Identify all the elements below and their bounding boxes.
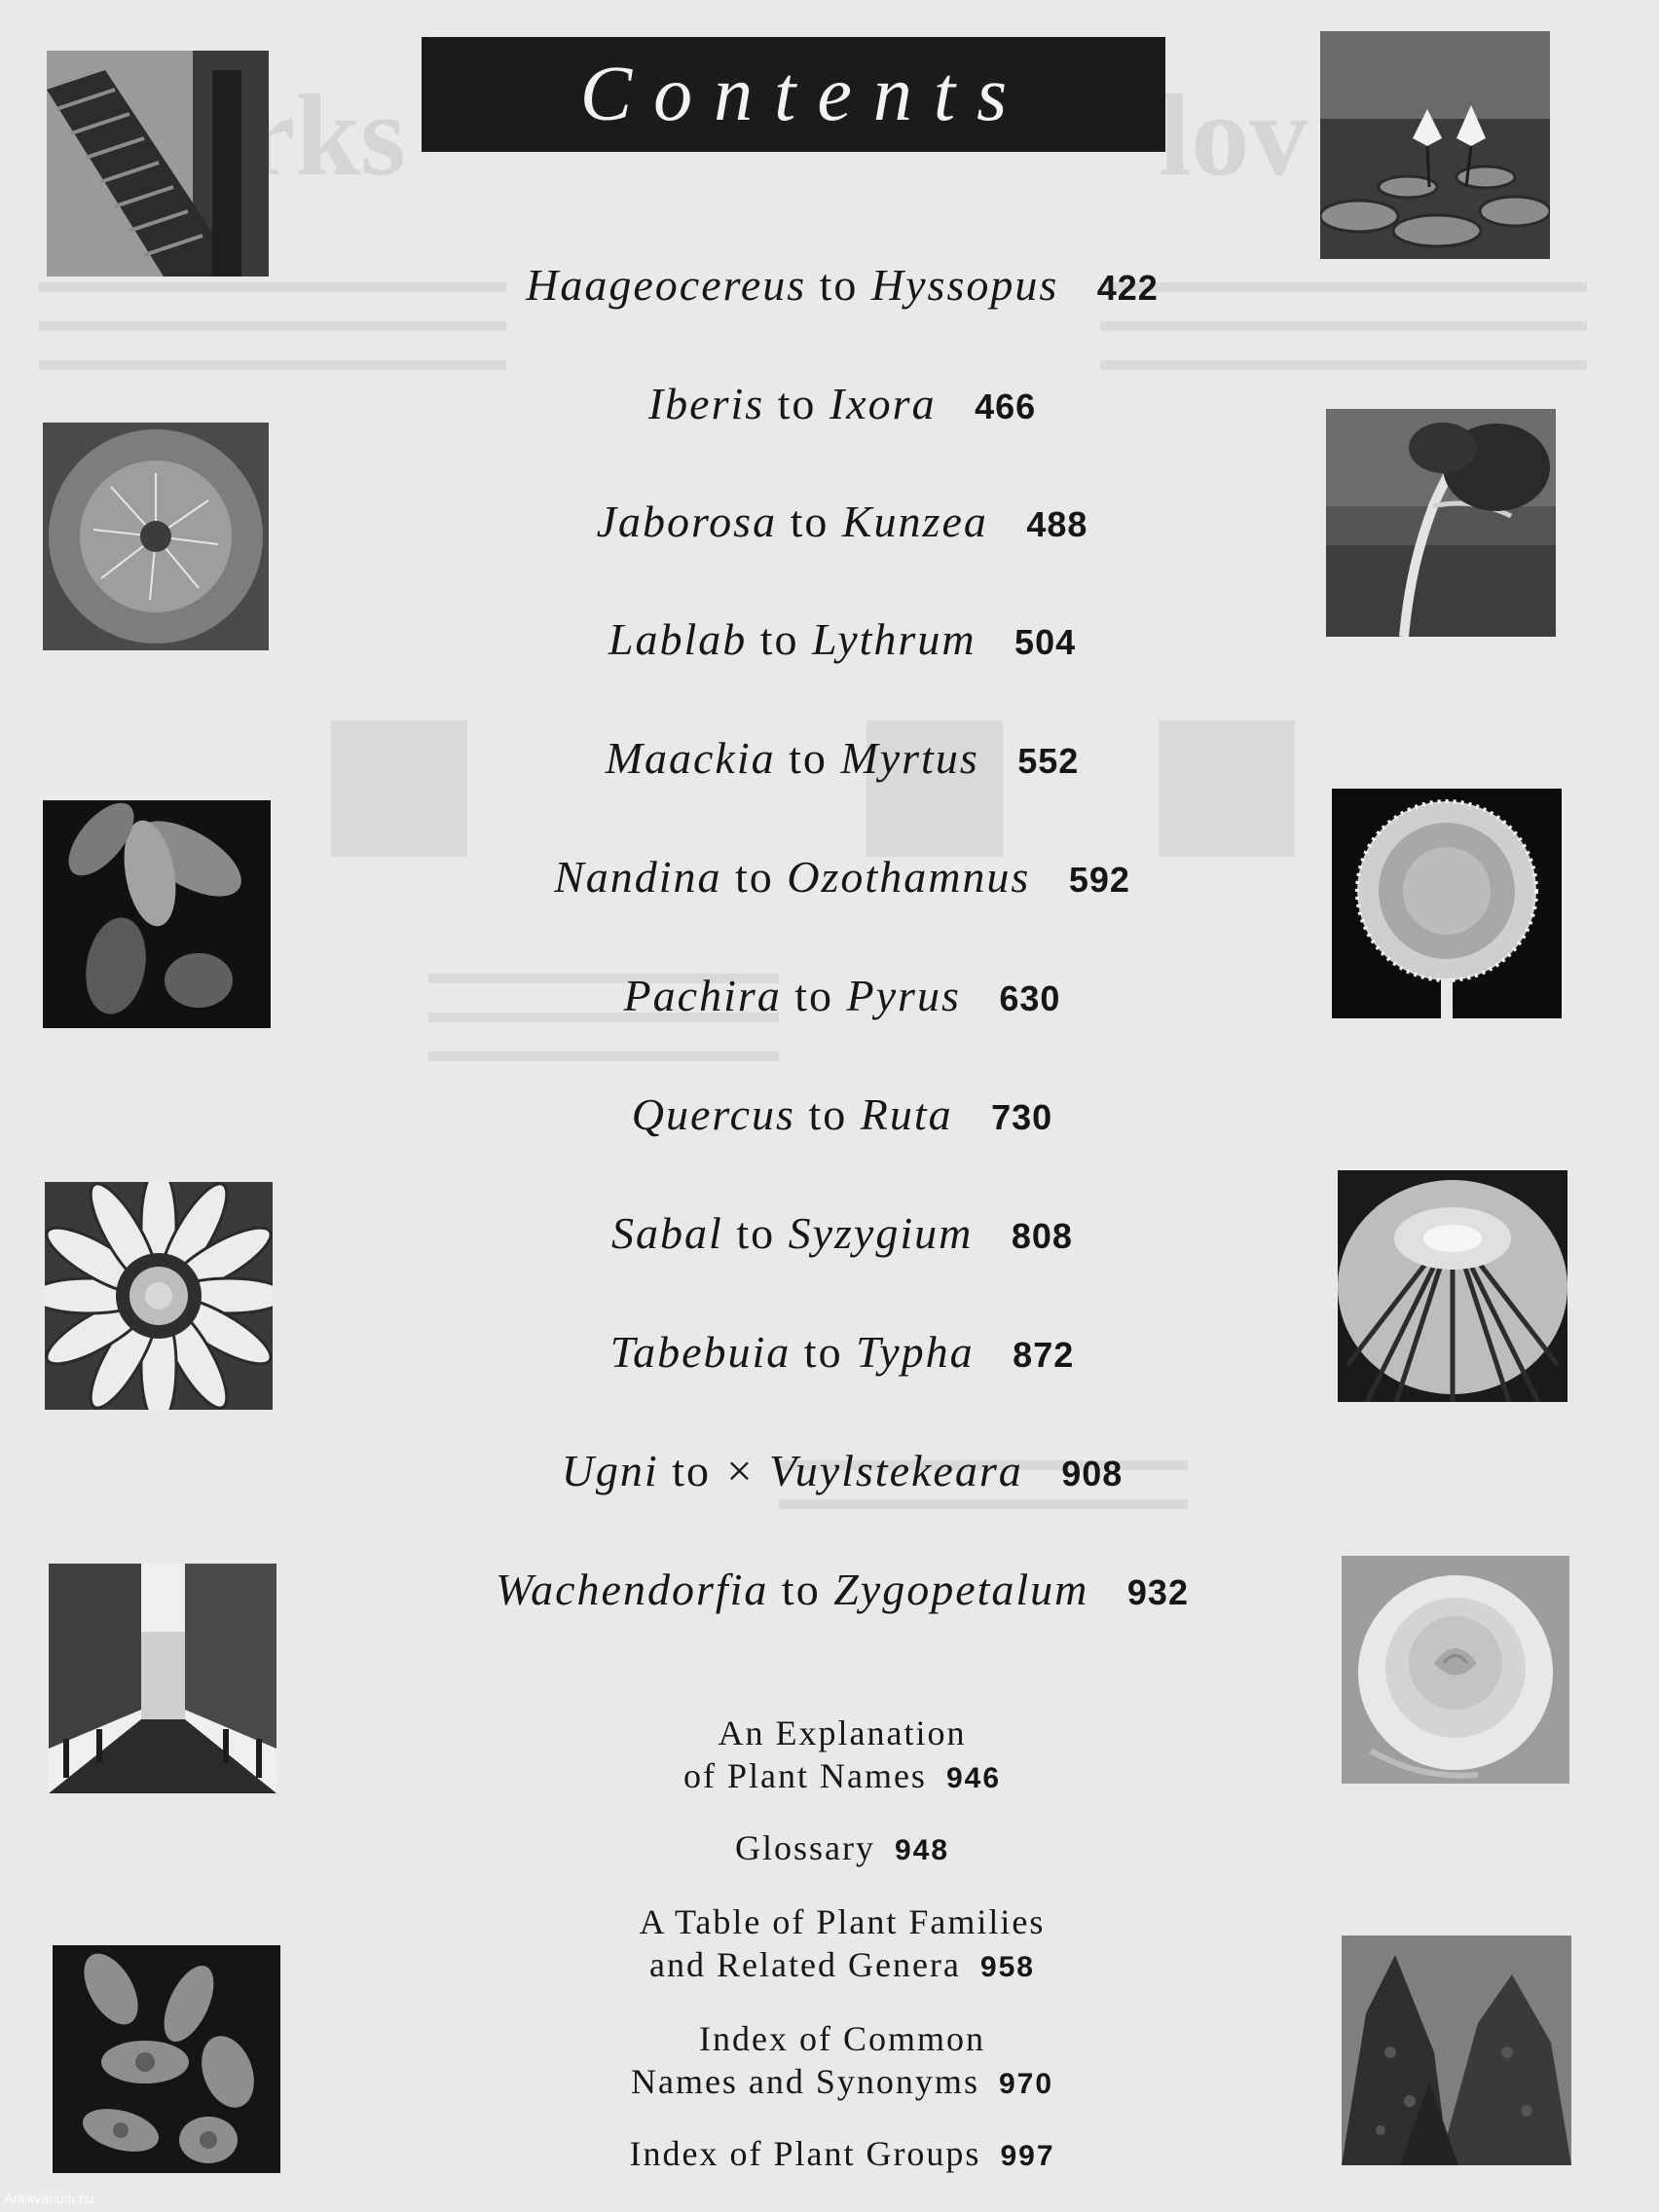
back-matter-line: and Related Genera <box>649 1945 961 1984</box>
entry-to: Typha <box>856 1327 975 1377</box>
entry-to: Kunzea <box>841 497 988 546</box>
entry-to: × Vuylstekeara <box>723 1446 1023 1495</box>
contents-entry-p[interactable] <box>389 970 1295 1021</box>
palm-trunk-icon <box>47 51 269 276</box>
back-matter-line: Index of Plant Groups <box>629 2134 981 2173</box>
back-matter-line: A Table of Plant Families <box>639 1902 1046 1941</box>
entry-from: Sabal <box>611 1208 723 1258</box>
rose-icon <box>1342 1556 1569 1784</box>
entry-from: Jaborosa <box>596 497 778 546</box>
contents-entry-i[interactable] <box>389 378 1295 429</box>
entry-joiner: to <box>777 379 817 428</box>
entry-page-number: 932 <box>1126 1572 1189 1612</box>
orchid-icon <box>53 1945 280 2173</box>
entry-joiner: to <box>781 1565 821 1614</box>
back-matter-line: An Explanation <box>718 1714 967 1752</box>
entry-from: Pachira <box>623 971 782 1020</box>
back-matter-plant-groups-index[interactable] <box>453 2132 1232 2178</box>
entry-page-number: 908 <box>1061 1454 1124 1493</box>
entry-to: Ozothamnus <box>787 852 1031 902</box>
entry-to: Pyrus <box>846 971 961 1020</box>
entry-to: Myrtus <box>840 733 979 783</box>
entry-to: Hyssopus <box>870 260 1059 310</box>
entry-to: Lythrum <box>812 614 977 664</box>
entry-page-number: 552 <box>1017 741 1080 781</box>
barrel-cactus-icon <box>1338 1170 1567 1402</box>
entry-joiner: to <box>735 852 774 902</box>
contents-entry-l[interactable] <box>389 613 1295 665</box>
back-matter-line: Index of Common <box>699 2019 985 2058</box>
entry-page-number: 488 <box>1026 504 1088 544</box>
contents-entry-s[interactable] <box>389 1207 1295 1259</box>
entry-from: Nandina <box>554 852 722 902</box>
back-matter-glossary[interactable] <box>453 1826 1232 1872</box>
watermark: Antikvarium.hu <box>4 2191 94 2206</box>
back-matter-page-number: 948 <box>894 1834 950 1866</box>
entry-page-number: 466 <box>975 387 1037 426</box>
entry-page-number: 504 <box>1014 622 1077 662</box>
contents-entry-h[interactable] <box>389 259 1295 311</box>
entry-page-number: 872 <box>1013 1335 1075 1375</box>
entry-joiner: to <box>803 1327 843 1377</box>
contents-entry-m[interactable] <box>389 732 1295 784</box>
entry-from: Wachendorfia <box>496 1565 769 1614</box>
back-matter-page-number: 970 <box>998 2068 1054 2100</box>
back-matter-page-number: 946 <box>945 1762 1002 1794</box>
entry-page-number: 730 <box>991 1097 1053 1137</box>
entry-joiner: to <box>794 971 834 1020</box>
allium-seedhead-icon <box>1332 789 1562 1018</box>
entry-to: Ixora <box>829 379 937 428</box>
entry-joiner: to <box>789 733 828 783</box>
back-matter-line: of Plant Names <box>682 1756 927 1795</box>
back-matter-plant-families[interactable] <box>453 1900 1232 1989</box>
entry-to: Zygopetalum <box>833 1565 1089 1614</box>
entry-page-number: 592 <box>1068 860 1130 900</box>
entry-page-number: 808 <box>1011 1216 1073 1256</box>
contents-entry-w[interactable] <box>389 1564 1295 1615</box>
back-matter-common-names-index[interactable] <box>453 2017 1232 2106</box>
contents-entry-n[interactable] <box>389 851 1295 903</box>
page-bleed-through: rks lov <box>0 0 1659 2212</box>
poppy-flower-icon <box>43 423 269 650</box>
conifers-icon <box>1342 1936 1571 2165</box>
water-lily-icon <box>1320 31 1550 259</box>
contents-entry-t[interactable] <box>389 1326 1295 1378</box>
wind-swept-tree-icon <box>1326 409 1556 637</box>
gazania-flower-icon <box>45 1182 273 1410</box>
back-matter-explanation[interactable] <box>453 1712 1232 1800</box>
beech-leaves-icon <box>43 800 271 1028</box>
entry-from: Iberis <box>647 379 765 428</box>
entry-joiner: to <box>808 1089 848 1139</box>
entry-from: Ugni <box>561 1446 659 1495</box>
entry-joiner: to <box>759 614 799 664</box>
contents-entry-q[interactable] <box>389 1088 1295 1140</box>
contents-entry-j[interactable] <box>389 496 1295 547</box>
entry-to: Ruta <box>860 1089 953 1139</box>
entry-to: Syzygium <box>788 1208 974 1258</box>
back-matter-line: Glossary <box>734 1828 875 1867</box>
entry-joiner: to <box>819 260 859 310</box>
entry-from: Tabebuia <box>609 1327 792 1377</box>
page-title: Contents <box>579 51 1029 137</box>
back-matter-page-number: 958 <box>979 1951 1035 1983</box>
entry-page-number: 630 <box>999 978 1061 1018</box>
entry-from: Quercus <box>631 1089 795 1139</box>
entry-from: Maackia <box>605 733 776 783</box>
contents-entry-u[interactable] <box>389 1445 1295 1496</box>
hedge-avenue-icon <box>49 1564 276 1793</box>
entry-joiner: to <box>736 1208 776 1258</box>
entry-from: Haageocereus <box>526 260 807 310</box>
entry-page-number: 422 <box>1096 268 1159 308</box>
back-matter-line: Names and Synonyms <box>630 2062 979 2101</box>
back-matter-page-number: 997 <box>1000 2140 1055 2172</box>
entry-joiner: to <box>790 497 830 546</box>
entry-joiner: to <box>672 1446 711 1495</box>
contents-title-bar <box>422 37 1165 152</box>
entry-from: Lablab <box>608 614 748 664</box>
